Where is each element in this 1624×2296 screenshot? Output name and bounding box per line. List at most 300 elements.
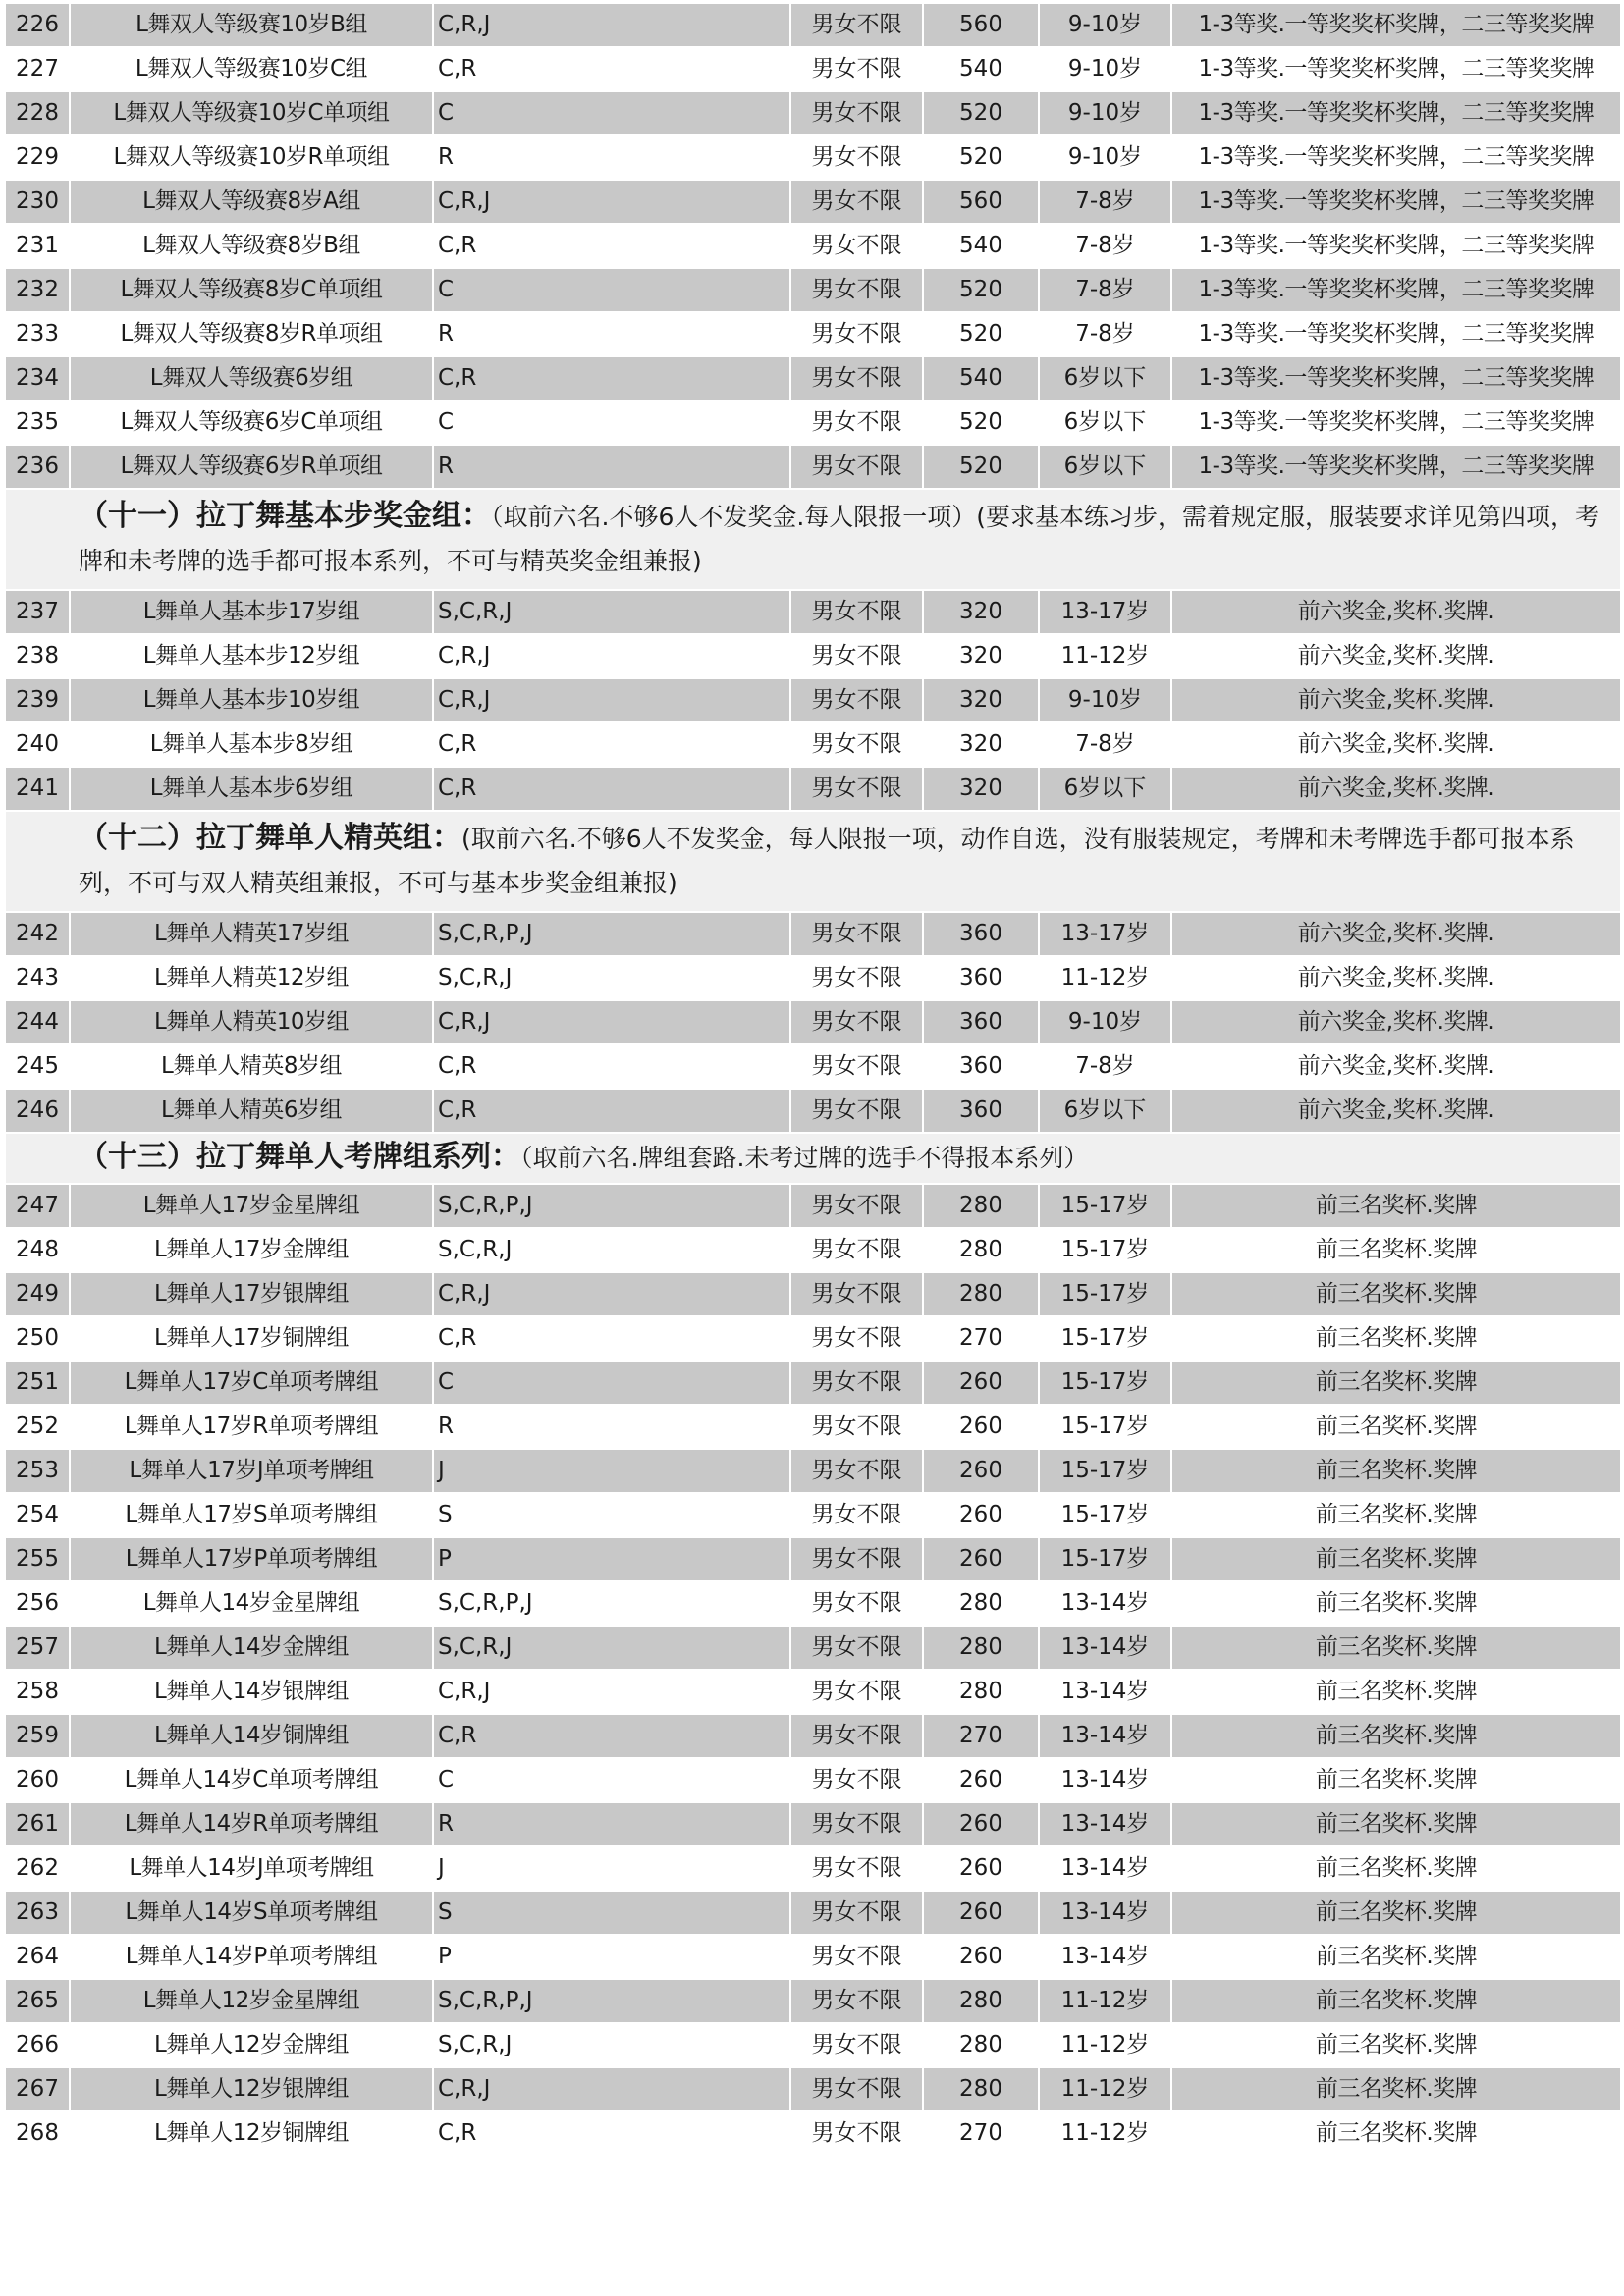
fee: 280 bbox=[923, 2023, 1039, 2067]
gender: 男女不限 bbox=[790, 1044, 923, 1089]
event-name: L舞单人14岁铜牌组 bbox=[70, 1714, 433, 1758]
dances: C bbox=[433, 268, 790, 312]
dances: C,R bbox=[433, 1714, 790, 1758]
section-title: （十三）拉丁舞单人考牌组系列： bbox=[79, 1140, 520, 1174]
dances: C,R bbox=[433, 767, 790, 811]
event-name: L舞单人基本步6岁组 bbox=[70, 767, 433, 811]
award: 1-3等奖.一等奖奖杯奖牌，二三等奖奖牌 bbox=[1171, 400, 1621, 445]
event-name: L舞单人精英6岁组 bbox=[70, 1089, 433, 1133]
award: 前三名奖杯.奖牌 bbox=[1171, 1493, 1621, 1537]
fee: 360 bbox=[923, 1044, 1039, 1089]
event-number: 255 bbox=[5, 1537, 70, 1581]
fee: 540 bbox=[923, 47, 1039, 91]
event-name: L舞单人14岁银牌组 bbox=[70, 1670, 433, 1714]
fee: 280 bbox=[923, 2067, 1039, 2111]
dances: C bbox=[433, 1361, 790, 1405]
gender: 男女不限 bbox=[790, 590, 923, 634]
event-table bbox=[4, 2, 1622, 2157]
gender: 男女不限 bbox=[790, 1581, 923, 1626]
fee: 280 bbox=[923, 1184, 1039, 1228]
gender: 男女不限 bbox=[790, 1758, 923, 1802]
event-name: L舞单人基本步12岁组 bbox=[70, 634, 433, 678]
fee: 320 bbox=[923, 722, 1039, 767]
event-number: 249 bbox=[5, 1272, 70, 1316]
fee: 260 bbox=[923, 1493, 1039, 1537]
event-number: 260 bbox=[5, 1758, 70, 1802]
dances: P bbox=[433, 1935, 790, 1979]
age-range: 9-10岁 bbox=[1039, 3, 1171, 47]
age-range: 13-14岁 bbox=[1039, 1891, 1171, 1935]
fee: 280 bbox=[923, 1581, 1039, 1626]
gender: 男女不限 bbox=[790, 47, 923, 91]
award: 前六奖金,奖杯.奖牌. bbox=[1171, 912, 1621, 956]
event-number: 227 bbox=[5, 47, 70, 91]
event-name: L舞单人14岁S单项考牌组 bbox=[70, 1891, 433, 1935]
event-number: 257 bbox=[5, 1626, 70, 1670]
event-number: 262 bbox=[5, 1846, 70, 1891]
table-row bbox=[5, 722, 1621, 767]
event-number: 236 bbox=[5, 445, 70, 489]
gender: 男女不限 bbox=[790, 1714, 923, 1758]
section-header bbox=[5, 1133, 1621, 1184]
event-number: 230 bbox=[5, 180, 70, 224]
dances: S,C,R,J bbox=[433, 956, 790, 1000]
age-range: 15-17岁 bbox=[1039, 1493, 1171, 1537]
dances: C,R bbox=[433, 47, 790, 91]
dances: S,C,R,J bbox=[433, 1626, 790, 1670]
age-range: 7-8岁 bbox=[1039, 722, 1171, 767]
table-row bbox=[5, 1449, 1621, 1493]
section-title: （十一）拉丁舞基本步奖金组： bbox=[79, 499, 491, 533]
event-name: L舞双人等级赛10岁C组 bbox=[70, 47, 433, 91]
event-name: L舞单人14岁J单项考牌组 bbox=[70, 1846, 433, 1891]
award: 1-3等奖.一等奖奖杯奖牌，二三等奖奖牌 bbox=[1171, 356, 1621, 400]
event-number: 231 bbox=[5, 224, 70, 268]
fee: 320 bbox=[923, 634, 1039, 678]
table-row bbox=[5, 1405, 1621, 1449]
age-range: 6岁以下 bbox=[1039, 445, 1171, 489]
gender: 男女不限 bbox=[790, 224, 923, 268]
award: 前三名奖杯.奖牌 bbox=[1171, 2067, 1621, 2111]
table-row bbox=[5, 912, 1621, 956]
age-range: 11-12岁 bbox=[1039, 1979, 1171, 2023]
award: 前三名奖杯.奖牌 bbox=[1171, 1361, 1621, 1405]
award: 前六奖金,奖杯.奖牌. bbox=[1171, 1089, 1621, 1133]
event-name: L舞单人基本步10岁组 bbox=[70, 678, 433, 722]
dances: S,C,R,P,J bbox=[433, 912, 790, 956]
age-range: 11-12岁 bbox=[1039, 634, 1171, 678]
award: 前三名奖杯.奖牌 bbox=[1171, 1272, 1621, 1316]
dances: P bbox=[433, 1537, 790, 1581]
table-row bbox=[5, 224, 1621, 268]
gender: 男女不限 bbox=[790, 1449, 923, 1493]
award: 1-3等奖.一等奖奖杯奖牌，二三等奖奖牌 bbox=[1171, 3, 1621, 47]
age-range: 13-14岁 bbox=[1039, 1670, 1171, 1714]
gender: 男女不限 bbox=[790, 135, 923, 180]
dances: C,R bbox=[433, 1089, 790, 1133]
gender: 男女不限 bbox=[790, 3, 923, 47]
event-number: 254 bbox=[5, 1493, 70, 1537]
fee: 260 bbox=[923, 1935, 1039, 1979]
age-range: 6岁以下 bbox=[1039, 1089, 1171, 1133]
age-range: 6岁以下 bbox=[1039, 400, 1171, 445]
award: 前六奖金,奖杯.奖牌. bbox=[1171, 678, 1621, 722]
table-row bbox=[5, 1891, 1621, 1935]
event-number: 248 bbox=[5, 1228, 70, 1272]
event-name: L舞双人等级赛10岁B组 bbox=[70, 3, 433, 47]
age-range: 9-10岁 bbox=[1039, 47, 1171, 91]
age-range: 9-10岁 bbox=[1039, 1000, 1171, 1044]
age-range: 15-17岁 bbox=[1039, 1316, 1171, 1361]
award: 前三名奖杯.奖牌 bbox=[1171, 1802, 1621, 1846]
event-name: L舞双人等级赛8岁A组 bbox=[70, 180, 433, 224]
event-name: L舞双人等级赛8岁C单项组 bbox=[70, 268, 433, 312]
dances: C,R,J bbox=[433, 678, 790, 722]
fee: 270 bbox=[923, 2111, 1039, 2156]
age-range: 9-10岁 bbox=[1039, 91, 1171, 135]
dances: C,R bbox=[433, 1316, 790, 1361]
event-number: 266 bbox=[5, 2023, 70, 2067]
fee: 320 bbox=[923, 590, 1039, 634]
dances: C,R,J bbox=[433, 2067, 790, 2111]
fee: 360 bbox=[923, 912, 1039, 956]
table-row bbox=[5, 1272, 1621, 1316]
age-range: 6岁以下 bbox=[1039, 767, 1171, 811]
table-row bbox=[5, 445, 1621, 489]
fee: 360 bbox=[923, 956, 1039, 1000]
event-name: L舞单人17岁银牌组 bbox=[70, 1272, 433, 1316]
event-name: L舞单人精英10岁组 bbox=[70, 1000, 433, 1044]
fee: 320 bbox=[923, 678, 1039, 722]
event-number: 235 bbox=[5, 400, 70, 445]
award: 前六奖金,奖杯.奖牌. bbox=[1171, 767, 1621, 811]
section-note: (取前六名.不够6人不发奖金，每人限报一项，动作自选，没有服装规定，考牌和未考牌选手都可报本系列，不可与双人精英组兼报，不可与基本步奖金组兼报) bbox=[79, 825, 1575, 897]
event-number: 246 bbox=[5, 1089, 70, 1133]
event-number: 232 bbox=[5, 268, 70, 312]
gender: 男女不限 bbox=[790, 1846, 923, 1891]
event-name: L舞单人17岁P单项考牌组 bbox=[70, 1537, 433, 1581]
dances: R bbox=[433, 1802, 790, 1846]
age-range: 13-17岁 bbox=[1039, 590, 1171, 634]
gender: 男女不限 bbox=[790, 767, 923, 811]
award: 前六奖金,奖杯.奖牌. bbox=[1171, 956, 1621, 1000]
award: 前三名奖杯.奖牌 bbox=[1171, 2111, 1621, 2156]
age-range: 11-12岁 bbox=[1039, 956, 1171, 1000]
table-row bbox=[5, 1581, 1621, 1626]
gender: 男女不限 bbox=[790, 2111, 923, 2156]
event-name: L舞单人17岁S单项考牌组 bbox=[70, 1493, 433, 1537]
award: 前三名奖杯.奖牌 bbox=[1171, 1626, 1621, 1670]
event-number: 251 bbox=[5, 1361, 70, 1405]
gender: 男女不限 bbox=[790, 1493, 923, 1537]
gender: 男女不限 bbox=[790, 1184, 923, 1228]
fee: 280 bbox=[923, 1272, 1039, 1316]
event-name: L舞单人14岁金星牌组 bbox=[70, 1581, 433, 1626]
age-range: 6岁以下 bbox=[1039, 356, 1171, 400]
age-range: 11-12岁 bbox=[1039, 2067, 1171, 2111]
award: 前三名奖杯.奖牌 bbox=[1171, 2023, 1621, 2067]
event-number: 265 bbox=[5, 1979, 70, 2023]
event-number: 264 bbox=[5, 1935, 70, 1979]
fee: 560 bbox=[923, 180, 1039, 224]
award: 前三名奖杯.奖牌 bbox=[1171, 1714, 1621, 1758]
award: 前三名奖杯.奖牌 bbox=[1171, 1537, 1621, 1581]
fee: 260 bbox=[923, 1758, 1039, 1802]
award: 前三名奖杯.奖牌 bbox=[1171, 1184, 1621, 1228]
fee: 520 bbox=[923, 268, 1039, 312]
gender: 男女不限 bbox=[790, 400, 923, 445]
event-number: 253 bbox=[5, 1449, 70, 1493]
gender: 男女不限 bbox=[790, 1891, 923, 1935]
event-number: 263 bbox=[5, 1891, 70, 1935]
fee: 260 bbox=[923, 1361, 1039, 1405]
award: 1-3等奖.一等奖奖杯奖牌，二三等奖奖牌 bbox=[1171, 312, 1621, 356]
dances: S bbox=[433, 1891, 790, 1935]
age-range: 7-8岁 bbox=[1039, 180, 1171, 224]
event-name: L舞单人精英8岁组 bbox=[70, 1044, 433, 1089]
event-number: 259 bbox=[5, 1714, 70, 1758]
gender: 男女不限 bbox=[790, 180, 923, 224]
award: 前三名奖杯.奖牌 bbox=[1171, 1581, 1621, 1626]
award: 1-3等奖.一等奖奖杯奖牌，二三等奖奖牌 bbox=[1171, 47, 1621, 91]
gender: 男女不限 bbox=[790, 312, 923, 356]
age-range: 13-17岁 bbox=[1039, 912, 1171, 956]
dances: C bbox=[433, 400, 790, 445]
award: 前六奖金,奖杯.奖牌. bbox=[1171, 722, 1621, 767]
table-row bbox=[5, 1089, 1621, 1133]
gender: 男女不限 bbox=[790, 1000, 923, 1044]
dances: C,R,J bbox=[433, 180, 790, 224]
fee: 540 bbox=[923, 224, 1039, 268]
dances: S,C,R,P,J bbox=[433, 1184, 790, 1228]
section-header-cell bbox=[5, 489, 1621, 590]
gender: 男女不限 bbox=[790, 2023, 923, 2067]
table-row bbox=[5, 1228, 1621, 1272]
gender: 男女不限 bbox=[790, 678, 923, 722]
event-name: L舞单人12岁铜牌组 bbox=[70, 2111, 433, 2156]
table-row bbox=[5, 91, 1621, 135]
table-row bbox=[5, 1670, 1621, 1714]
fee: 280 bbox=[923, 1979, 1039, 2023]
table-row bbox=[5, 1044, 1621, 1089]
event-number: 228 bbox=[5, 91, 70, 135]
gender: 男女不限 bbox=[790, 1935, 923, 1979]
age-range: 7-8岁 bbox=[1039, 1044, 1171, 1089]
dances: C,R bbox=[433, 2111, 790, 2156]
table-row bbox=[5, 1758, 1621, 1802]
event-number: 238 bbox=[5, 634, 70, 678]
table-row bbox=[5, 767, 1621, 811]
table-row bbox=[5, 1802, 1621, 1846]
table-row bbox=[5, 1714, 1621, 1758]
age-range: 13-14岁 bbox=[1039, 1802, 1171, 1846]
event-name: L舞单人14岁P单项考牌组 bbox=[70, 1935, 433, 1979]
fee: 270 bbox=[923, 1714, 1039, 1758]
gender: 男女不限 bbox=[790, 722, 923, 767]
gender: 男女不限 bbox=[790, 956, 923, 1000]
dances: C,R,J bbox=[433, 3, 790, 47]
award: 前三名奖杯.奖牌 bbox=[1171, 1935, 1621, 1979]
section-note: （取前六名.不够6人不发奖金.每人限报一项）(要求基本练习步，需着规定服，服装要求详见第四项，考牌和未考牌的选手都可报本系列，不可与精英奖金组兼报) bbox=[79, 503, 1600, 575]
event-name: L舞单人14岁金牌组 bbox=[70, 1626, 433, 1670]
gender: 男女不限 bbox=[790, 268, 923, 312]
award: 前三名奖杯.奖牌 bbox=[1171, 1449, 1621, 1493]
event-number: 247 bbox=[5, 1184, 70, 1228]
event-name: L舞双人等级赛8岁R单项组 bbox=[70, 312, 433, 356]
event-name: L舞双人等级赛6岁R单项组 bbox=[70, 445, 433, 489]
age-range: 15-17岁 bbox=[1039, 1361, 1171, 1405]
gender: 男女不限 bbox=[790, 1361, 923, 1405]
fee: 520 bbox=[923, 91, 1039, 135]
event-name: L舞双人等级赛8岁B组 bbox=[70, 224, 433, 268]
event-number: 229 bbox=[5, 135, 70, 180]
table-row bbox=[5, 1626, 1621, 1670]
event-number: 244 bbox=[5, 1000, 70, 1044]
section-header-cell bbox=[5, 1133, 1621, 1184]
event-number: 237 bbox=[5, 590, 70, 634]
fee: 260 bbox=[923, 1449, 1039, 1493]
event-name: L舞单人12岁银牌组 bbox=[70, 2067, 433, 2111]
fee: 320 bbox=[923, 767, 1039, 811]
fee: 520 bbox=[923, 135, 1039, 180]
award: 前三名奖杯.奖牌 bbox=[1171, 1758, 1621, 1802]
section-header bbox=[5, 811, 1621, 912]
event-number: 233 bbox=[5, 312, 70, 356]
dances: C,R bbox=[433, 224, 790, 268]
table-row bbox=[5, 2067, 1621, 2111]
award: 前三名奖杯.奖牌 bbox=[1171, 1316, 1621, 1361]
event-name: L舞单人17岁J单项考牌组 bbox=[70, 1449, 433, 1493]
award: 前三名奖杯.奖牌 bbox=[1171, 1846, 1621, 1891]
age-range: 7-8岁 bbox=[1039, 224, 1171, 268]
section-header bbox=[5, 489, 1621, 590]
age-range: 15-17岁 bbox=[1039, 1405, 1171, 1449]
gender: 男女不限 bbox=[790, 1626, 923, 1670]
fee: 280 bbox=[923, 1626, 1039, 1670]
age-range: 7-8岁 bbox=[1039, 268, 1171, 312]
age-range: 15-17岁 bbox=[1039, 1449, 1171, 1493]
table-row bbox=[5, 1184, 1621, 1228]
gender: 男女不限 bbox=[790, 445, 923, 489]
award: 1-3等奖.一等奖奖杯奖牌，二三等奖奖牌 bbox=[1171, 445, 1621, 489]
gender: 男女不限 bbox=[790, 634, 923, 678]
age-range: 13-14岁 bbox=[1039, 1846, 1171, 1891]
dances: C bbox=[433, 1758, 790, 1802]
gender: 男女不限 bbox=[790, 91, 923, 135]
table-row bbox=[5, 1361, 1621, 1405]
table-row bbox=[5, 400, 1621, 445]
table-row bbox=[5, 180, 1621, 224]
award: 1-3等奖.一等奖奖杯奖牌，二三等奖奖牌 bbox=[1171, 135, 1621, 180]
event-name: L舞单人基本步8岁组 bbox=[70, 722, 433, 767]
award: 前三名奖杯.奖牌 bbox=[1171, 1405, 1621, 1449]
event-number: 226 bbox=[5, 3, 70, 47]
event-name: L舞单人基本步17岁组 bbox=[70, 590, 433, 634]
fee: 360 bbox=[923, 1089, 1039, 1133]
dances: C,R,J bbox=[433, 1000, 790, 1044]
age-range: 15-17岁 bbox=[1039, 1228, 1171, 1272]
table-row bbox=[5, 590, 1621, 634]
award: 1-3等奖.一等奖奖杯奖牌，二三等奖奖牌 bbox=[1171, 180, 1621, 224]
dances: R bbox=[433, 135, 790, 180]
event-number: 242 bbox=[5, 912, 70, 956]
award: 前六奖金,奖杯.奖牌. bbox=[1171, 590, 1621, 634]
table-row bbox=[5, 356, 1621, 400]
event-name: L舞单人17岁铜牌组 bbox=[70, 1316, 433, 1361]
award: 前三名奖杯.奖牌 bbox=[1171, 1891, 1621, 1935]
award: 1-3等奖.一等奖奖杯奖牌，二三等奖奖牌 bbox=[1171, 224, 1621, 268]
table-row bbox=[5, 2023, 1621, 2067]
event-name: L舞双人等级赛10岁C单项组 bbox=[70, 91, 433, 135]
fee: 260 bbox=[923, 1802, 1039, 1846]
section-header-cell bbox=[5, 811, 1621, 912]
fee: 520 bbox=[923, 400, 1039, 445]
event-name: L舞单人14岁R单项考牌组 bbox=[70, 1802, 433, 1846]
table-row bbox=[5, 47, 1621, 91]
dances: S,C,R,J bbox=[433, 1228, 790, 1272]
age-range: 15-17岁 bbox=[1039, 1272, 1171, 1316]
age-range: 13-14岁 bbox=[1039, 1581, 1171, 1626]
fee: 260 bbox=[923, 1405, 1039, 1449]
fee: 520 bbox=[923, 445, 1039, 489]
dances: C,R bbox=[433, 722, 790, 767]
gender: 男女不限 bbox=[790, 1537, 923, 1581]
dances: S,C,R,P,J bbox=[433, 1581, 790, 1626]
dances: J bbox=[433, 1846, 790, 1891]
table-row bbox=[5, 268, 1621, 312]
award: 前六奖金,奖杯.奖牌. bbox=[1171, 634, 1621, 678]
fee: 560 bbox=[923, 3, 1039, 47]
table-row bbox=[5, 2111, 1621, 2156]
age-range: 13-14岁 bbox=[1039, 1714, 1171, 1758]
award: 前六奖金,奖杯.奖牌. bbox=[1171, 1000, 1621, 1044]
fee: 260 bbox=[923, 1846, 1039, 1891]
event-number: 240 bbox=[5, 722, 70, 767]
gender: 男女不限 bbox=[790, 1089, 923, 1133]
table-row bbox=[5, 3, 1621, 47]
gender: 男女不限 bbox=[790, 1802, 923, 1846]
dances: C,R,J bbox=[433, 1272, 790, 1316]
event-name: L舞单人17岁金牌组 bbox=[70, 1228, 433, 1272]
gender: 男女不限 bbox=[790, 1272, 923, 1316]
age-range: 9-10岁 bbox=[1039, 678, 1171, 722]
dances: S,C,R,P,J bbox=[433, 1979, 790, 2023]
dances: R bbox=[433, 1405, 790, 1449]
award: 前六奖金,奖杯.奖牌. bbox=[1171, 1044, 1621, 1089]
event-name: L舞单人17岁R单项考牌组 bbox=[70, 1405, 433, 1449]
event-number: 243 bbox=[5, 956, 70, 1000]
award: 1-3等奖.一等奖奖杯奖牌，二三等奖奖牌 bbox=[1171, 268, 1621, 312]
dances: C bbox=[433, 91, 790, 135]
event-name: L舞单人17岁C单项考牌组 bbox=[70, 1361, 433, 1405]
dances: R bbox=[433, 445, 790, 489]
table-row bbox=[5, 1537, 1621, 1581]
table-row bbox=[5, 1846, 1621, 1891]
table-row bbox=[5, 678, 1621, 722]
age-range: 13-14岁 bbox=[1039, 1758, 1171, 1802]
event-name: L舞单人精英12岁组 bbox=[70, 956, 433, 1000]
fee: 520 bbox=[923, 312, 1039, 356]
dances: J bbox=[433, 1449, 790, 1493]
event-number: 245 bbox=[5, 1044, 70, 1089]
fee: 540 bbox=[923, 356, 1039, 400]
award: 前三名奖杯.奖牌 bbox=[1171, 1228, 1621, 1272]
table-row bbox=[5, 1935, 1621, 1979]
gender: 男女不限 bbox=[790, 1228, 923, 1272]
section-note: （取前六名.牌组套路.未考过牌的选手不得报本系列） bbox=[520, 1144, 1089, 1172]
award: 前三名奖杯.奖牌 bbox=[1171, 1979, 1621, 2023]
gender: 男女不限 bbox=[790, 912, 923, 956]
